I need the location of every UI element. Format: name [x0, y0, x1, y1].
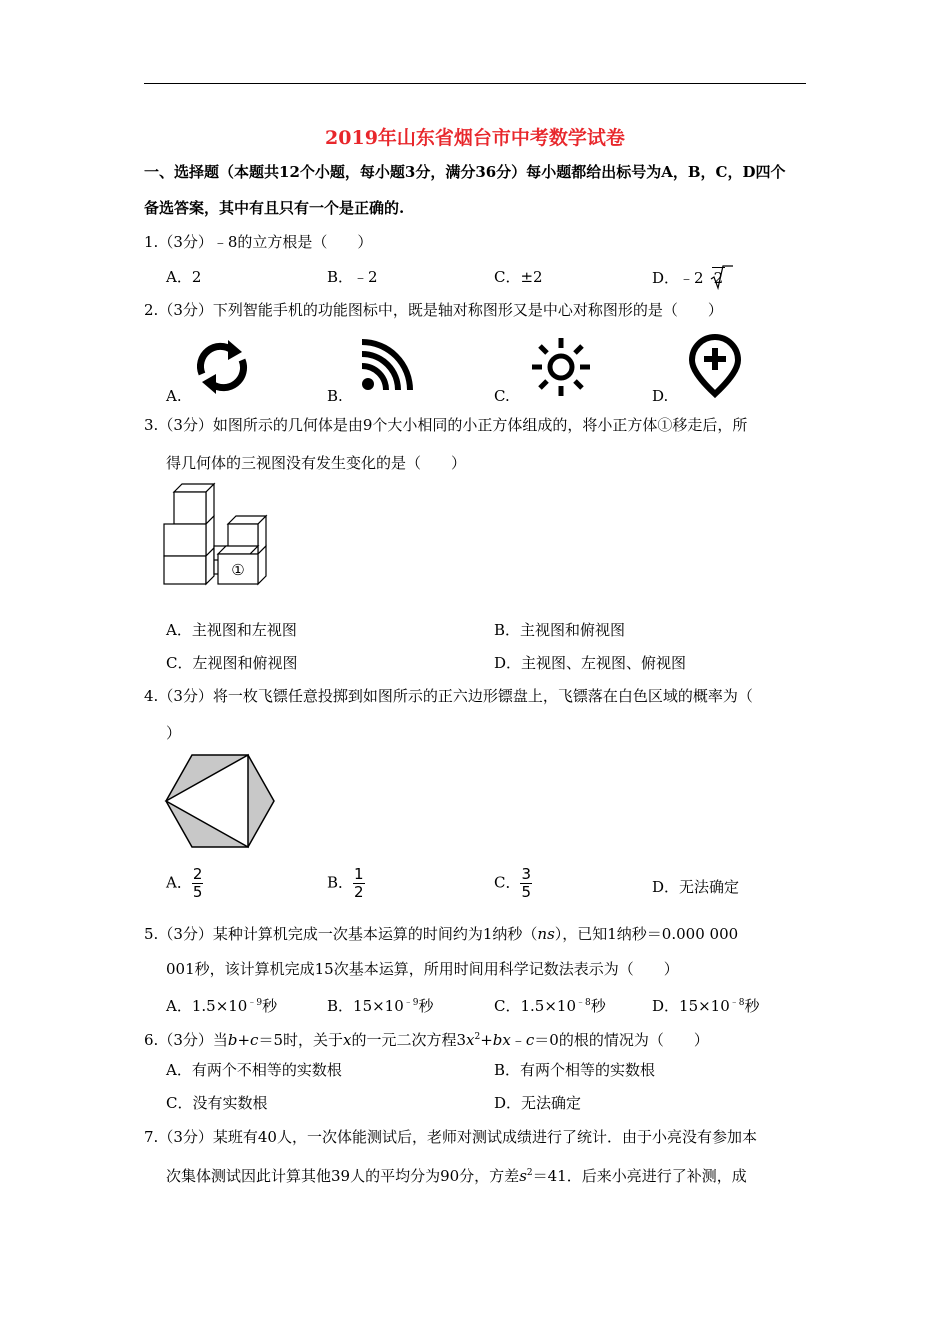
q1-option-c: C．±2	[494, 268, 543, 286]
q6-option-b: B．有两个相等的实数根	[494, 1061, 656, 1079]
q5-option-d: D．$15\times 10^{﹣8}$秒	[652, 997, 760, 1015]
q6-option-d: D．无法确定	[494, 1094, 582, 1112]
question-5: 5.（3分）某种计算机完成一次基本运算的时间约为1纳秒（ns），已知1纳秒＝0.000 000	[144, 925, 739, 943]
q5-option-b: B．$15\times 10^{﹣9}$秒	[327, 997, 434, 1015]
question-6: 6.（3分）当b+c＝5时，关于x的一元二次方程$3x^2+bx﹣c=0$的根的情况为（ ）	[144, 1031, 709, 1049]
q4-option-d: D．无法确定	[652, 878, 740, 896]
q3-option-a: A．主视图和左视图	[166, 621, 297, 639]
q2-option-b: B.	[327, 387, 343, 405]
q5-option-c: C．$1.5\times 10^{﹣8}$秒	[494, 997, 606, 1015]
q3-option-c: C．左视图和俯视图	[166, 654, 298, 672]
question-2: 2.（3分）下列智能手机的功能图标中，既是轴对称图形又是中心对称图形的是（ ）	[144, 301, 723, 319]
sqrt-radicand: 2	[713, 269, 724, 287]
section-heading-line2: 备选答案，其中有且只有一个是正确的.	[144, 199, 405, 217]
wifi-signal-icon	[358, 340, 416, 396]
q5-option-a: A．$1.5\times 10^{﹣9}$秒	[166, 997, 278, 1015]
question-4: 4.（3分）将一枚飞镖任意投掷到如图所示的正六边形镖盘上，飞镖落在白色区域的概率为（	[144, 687, 753, 705]
sun-icon	[530, 336, 592, 398]
q4-option-c: C． $\frac{3}{5}$	[494, 865, 532, 901]
section-heading-line1: 一、选择题（本题共12个小题，每小题3分，满分36分）每小题都给出标号为A，B，C，D四个	[144, 163, 786, 181]
hexagon-dartboard-figure	[164, 753, 276, 849]
q4-option-b: B． $\frac{1}{2}$	[327, 865, 364, 901]
q3-option-b: B．主视图和俯视图	[494, 621, 626, 639]
question-7: 7.（3分）某班有40人，一次体能测试后，老师对测试成绩进行了统计．由于小亮没有参加本	[144, 1128, 757, 1146]
question-5-line2: 001秒，该计算机完成15次基本运算，所用时间用科学记数法表示为（ ）	[166, 960, 679, 978]
question-3-line2: 得几何体的三视图没有发生变化的是（ ）	[166, 454, 467, 472]
refresh-icon	[192, 338, 252, 396]
question-4-line2: ）	[166, 724, 182, 742]
q6-option-a: A．有两个不相等的实数根	[166, 1061, 342, 1079]
cube-label: ①	[231, 561, 245, 579]
q2-option-c: C.	[494, 387, 510, 405]
q2-option-d: D.	[652, 387, 669, 405]
q1-option-d: D．﹣2 2	[652, 269, 724, 287]
q6-option-c: C．没有实数根	[166, 1094, 268, 1112]
location-add-icon	[688, 336, 742, 398]
q1-option-b: B．﹣2	[327, 268, 378, 286]
question-1: 1.（3分）﹣8的立方根是（ ）	[144, 233, 373, 251]
question-3: 3.（3分）如图所示的几何体是由9个大小相同的小正方体组成的，将小正方体①移走后，所	[144, 416, 748, 434]
question-7-line2: 次集体测试因此计算其他39人的平均分为90分，方差$s^2=41$．后来小亮进行了补测，成	[166, 1167, 747, 1185]
page-title: 2019年山东省烟台市中考数学试卷	[325, 127, 625, 149]
q3-option-d: D．主视图、左视图、俯视图	[494, 654, 687, 672]
q2-option-a: A.	[166, 387, 182, 405]
cube-stack-figure	[160, 480, 272, 586]
q4-option-a: A． $\frac{2}{5}$	[166, 865, 203, 901]
q1-option-a: A．2	[166, 268, 202, 286]
